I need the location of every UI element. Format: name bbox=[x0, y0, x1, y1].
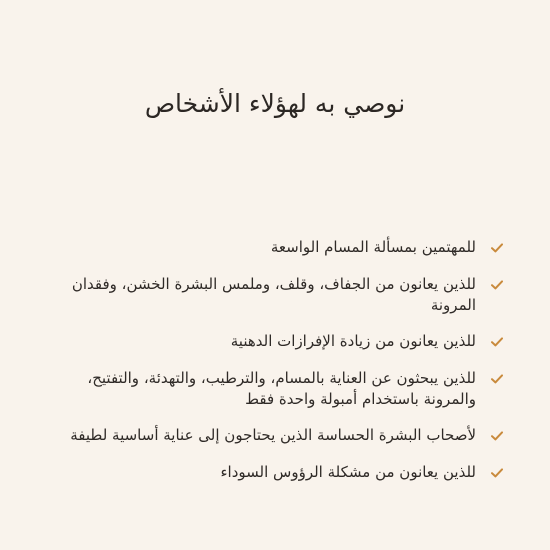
list-item bbox=[44, 237, 504, 258]
list-item bbox=[44, 462, 504, 483]
list-item bbox=[44, 425, 504, 446]
list-item-text: للمهتمين بمسألة المسام الواسعة bbox=[270, 238, 476, 256]
list-item bbox=[44, 274, 504, 316]
list-item bbox=[44, 331, 504, 352]
checkmark-icon bbox=[490, 237, 504, 258]
list-item-text: لأصحاب البشرة الحساسة الذين يحتاجون إلى عناية أساسية لطيفة bbox=[70, 426, 476, 444]
recommendation-list bbox=[44, 237, 504, 499]
list-item-text: للذين يعانون من زيادة الإفرازات الدهنية bbox=[230, 332, 476, 350]
checkmark-icon bbox=[490, 425, 504, 446]
list-item bbox=[44, 368, 504, 410]
list-item-text: للذين يعانون من الجفاف، وقلف، وملمس البشرة الخشن، وفقدان المرونة bbox=[71, 275, 476, 314]
list-item-text: للذين يبحثون عن العناية بالمسام، والترطيب، والتهدئة، والتفتيح، والمرونة باستخدام أمبولة واحدة فقط bbox=[87, 369, 476, 408]
checkmark-icon bbox=[490, 274, 504, 295]
checkmark-icon bbox=[490, 368, 504, 389]
checkmark-icon bbox=[490, 462, 504, 483]
checkmark-icon bbox=[490, 331, 504, 352]
list-item-text: للذين يعانون من مشكلة الرؤوس السوداء bbox=[220, 463, 476, 481]
page-title: نوصي به لهؤلاء الأشخاص bbox=[144, 89, 406, 118]
